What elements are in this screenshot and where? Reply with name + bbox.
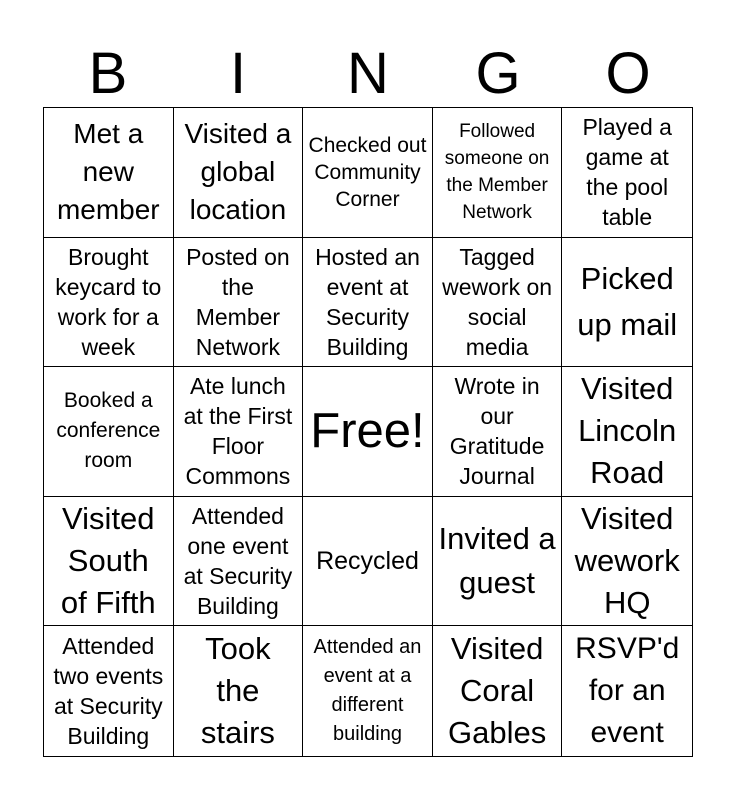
bingo-cell[interactable]: Wrote in our Gratitude Journal <box>433 367 563 497</box>
bingo-cell[interactable]: Attended two events at Security Building <box>44 626 174 756</box>
bingo-header <box>43 41 693 106</box>
bingo-cell[interactable]: Brought keycard to work for a week <box>44 238 174 368</box>
bingo-board <box>43 107 693 757</box>
bingo-cell[interactable]: Recycled <box>303 497 433 627</box>
bingo-cell[interactable]: Posted on the Member Network <box>174 238 304 368</box>
bingo-cell[interactable]: Followed someone on the Member Network <box>433 108 563 238</box>
header-letter-o: O <box>605 41 651 106</box>
bingo-cell[interactable]: Visited Lincoln Road <box>562 367 692 497</box>
bingo-cell[interactable]: Attended an event at a different building <box>303 626 433 756</box>
header-letter-n: N <box>347 41 389 106</box>
bingo-cell[interactable]: Tagged wework on social media <box>433 238 563 368</box>
bingo-cell[interactable]: Took the stairs <box>174 626 304 756</box>
bingo-cell[interactable]: Visited South of Fifth <box>44 497 174 627</box>
bingo-cell[interactable]: Checked out Community Corner <box>303 108 433 238</box>
bingo-cell[interactable]: Ate lunch at the First Floor Commons <box>174 367 304 497</box>
header-letter-g: G <box>475 41 521 106</box>
bingo-cell[interactable]: Booked a conference room <box>44 367 174 497</box>
bingo-cell[interactable]: Picked up mail <box>562 238 692 368</box>
bingo-cell[interactable]: Played a game at the pool table <box>562 108 692 238</box>
bingo-cell[interactable]: RSVP'd for an event <box>575 632 680 750</box>
bingo-cell[interactable]: Invited a guest <box>433 497 563 627</box>
bingo-cell-free[interactable]: Free! <box>303 367 433 497</box>
header-letter-b: B <box>88 41 128 106</box>
bingo-cell[interactable]: Visited a global location <box>174 108 304 238</box>
bingo-cell[interactable]: Visited Coral Gables <box>433 626 563 756</box>
bingo-cell[interactable]: Visited wework HQ <box>562 497 692 627</box>
bingo-cell[interactable]: Hosted an event at Security Building <box>303 238 433 368</box>
header-letter-i: I <box>229 41 247 106</box>
bingo-cell[interactable]: Met a new member <box>44 108 174 238</box>
bingo-cell[interactable]: Attended one event at Security Building <box>174 497 304 627</box>
